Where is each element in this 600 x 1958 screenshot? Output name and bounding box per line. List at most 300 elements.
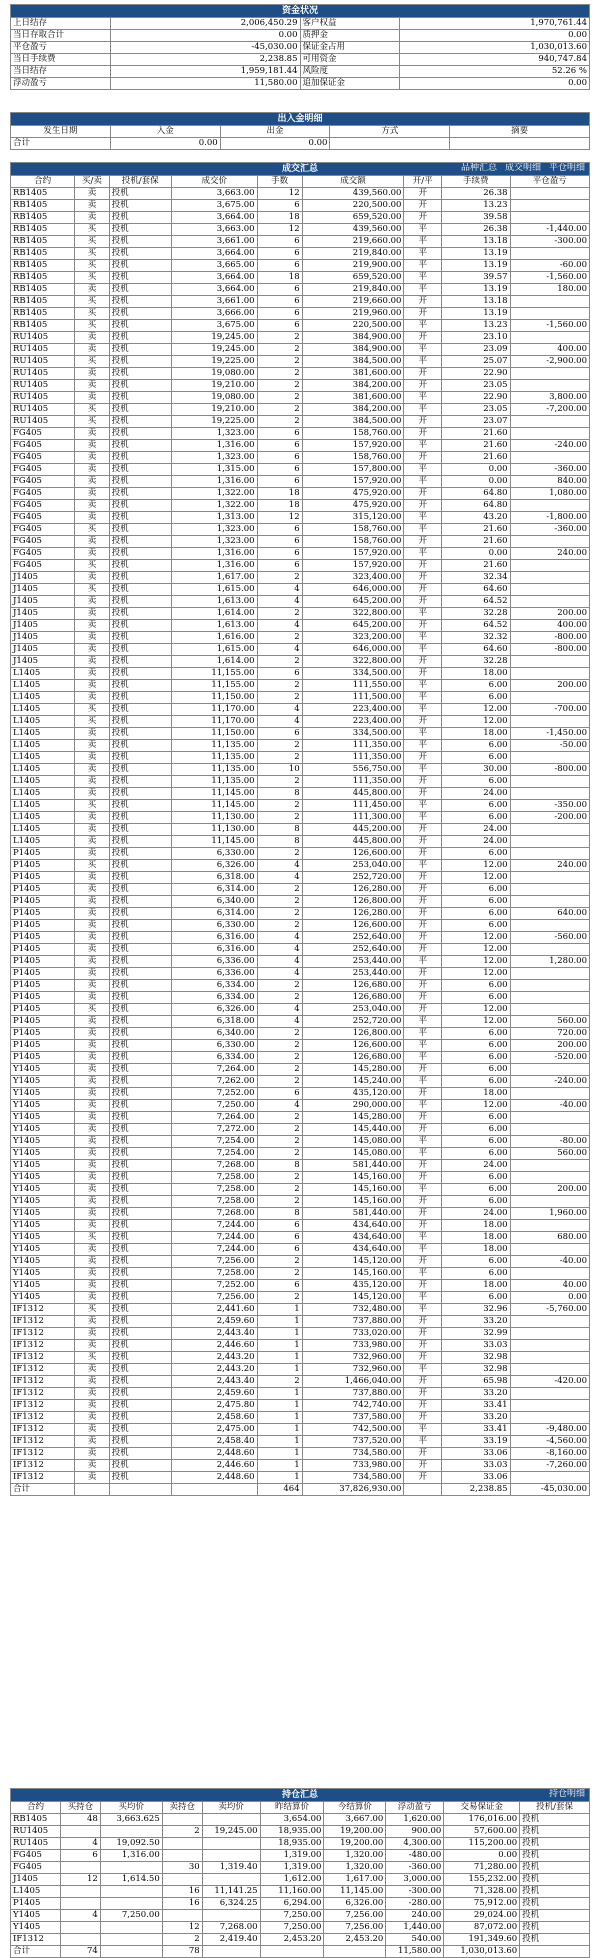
trade-row-cell: 卖: [75, 932, 109, 944]
trade-row-cell: 投机: [109, 200, 171, 212]
positions-total-cell: [520, 1946, 590, 1958]
trade-row: [11, 344, 590, 356]
trade-row-cell: 卖: [75, 1424, 109, 1436]
position-row-cell: 4: [60, 1838, 100, 1850]
position-row-cell: 71,328.00: [444, 1886, 520, 1898]
trade-row: [11, 1388, 590, 1400]
trade-row: [11, 212, 590, 224]
trade-row-cell: 381,600.00: [302, 368, 404, 380]
trade-row-cell: 7,258.00: [171, 1184, 257, 1196]
trade-row-cell: [510, 1412, 589, 1424]
trade-row-cell: 卖: [75, 548, 109, 560]
trade-row-cell: 卖: [75, 884, 109, 896]
trade-row-cell: 投机: [109, 1232, 171, 1244]
trade-row-cell: 4: [257, 872, 302, 884]
position-row-cell: 7,250.00: [100, 1910, 162, 1922]
trade-row-cell: 126,280.00: [302, 908, 404, 920]
trade-row-cell: -40.00: [510, 1256, 589, 1268]
trade-row-cell: 4: [257, 956, 302, 968]
trade-row-cell: 157,920.00: [302, 476, 404, 488]
trade-row-cell: 买: [75, 272, 109, 284]
trade-row-cell: 13.19: [441, 260, 510, 272]
account-row: [11, 42, 590, 54]
trade-row-cell: 卖: [75, 980, 109, 992]
trade-row-cell: 开: [404, 836, 442, 848]
trade-row-cell: 65.98: [441, 1376, 510, 1388]
trade-row-cell: 64.52: [441, 620, 510, 632]
trade-row-cell: 卖: [75, 824, 109, 836]
position-row-cell: [162, 1874, 202, 1886]
trade-row-cell: 6: [257, 440, 302, 452]
trade-row: [11, 380, 590, 392]
position-row-cell: [100, 1934, 162, 1946]
trade-row-cell: 32.28: [441, 608, 510, 620]
position-row-cell: -300.00: [386, 1886, 444, 1898]
trade-row: [11, 260, 590, 272]
trade-row: [11, 1040, 590, 1052]
trade-row-cell: -200.00: [510, 812, 589, 824]
trade-row: [11, 1016, 590, 1028]
trade-row-cell: 157,920.00: [302, 548, 404, 560]
trade-row-cell: 219,660.00: [302, 296, 404, 308]
trade-row-cell: 12.00: [441, 1100, 510, 1112]
trade-row-cell: 3,665.00: [171, 260, 257, 272]
trade-row-cell: 卖: [75, 848, 109, 860]
trade-row-cell: 384,500.00: [302, 356, 404, 368]
position-row-cell: Y1405: [11, 1910, 61, 1922]
trade-row-cell: 平: [404, 344, 442, 356]
trade-row-cell: 开: [404, 1064, 442, 1076]
trade-row-cell: 7,258.00: [171, 1196, 257, 1208]
trade-row-cell: 23.05: [441, 380, 510, 392]
position-row-cell: [100, 1826, 162, 1838]
trade-row: [11, 476, 590, 488]
trade-row-cell: 556,750.00: [302, 764, 404, 776]
trade-row-cell: 7,252.00: [171, 1280, 257, 1292]
positions-title-text: 持仓汇总: [281, 1789, 318, 1800]
position-row-cell: 3,663.625: [100, 1814, 162, 1826]
trade-row-cell: 1,466,040.00: [302, 1376, 404, 1388]
positions-total-cell: 合计: [11, 1946, 61, 1958]
trade-row-cell: -40.00: [510, 1100, 589, 1112]
trade-row-cell: 19,210.00: [171, 380, 257, 392]
trade-row-cell: 卖: [75, 1160, 109, 1172]
trade-row-cell: [510, 836, 589, 848]
trade-row-cell: 卖: [75, 1016, 109, 1028]
trade-row-cell: 0.00: [441, 476, 510, 488]
trade-row-cell: P1405: [11, 1052, 75, 1064]
trade-row-cell: 1,614.00: [171, 608, 257, 620]
trade-row-cell: -1,800.00: [510, 512, 589, 524]
trade-row-cell: 40.00: [510, 1280, 589, 1292]
trade-row-cell: 7,264.00: [171, 1112, 257, 1124]
position-row: [11, 1922, 590, 1934]
trade-row-cell: 投机: [109, 812, 171, 824]
trade-row-cell: 6,330.00: [171, 848, 257, 860]
trade-row: [11, 332, 590, 344]
trade-row-cell: [510, 884, 589, 896]
position-row-cell: 1,319.40: [202, 1862, 260, 1874]
trade-row: [11, 1076, 590, 1088]
position-row-cell: 3,000.00: [386, 1874, 444, 1886]
trade-row-cell: 1: [257, 1328, 302, 1340]
trade-row-cell: 6,330.00: [171, 920, 257, 932]
trade-row-cell: L1405: [11, 704, 75, 716]
account-row-cell: 52.26 %: [400, 66, 590, 78]
trade-row-cell: 435,120.00: [302, 1088, 404, 1100]
positions-header-cell: 买均价: [100, 1802, 162, 1814]
trade-row-cell: 253,440.00: [302, 968, 404, 980]
trade-row-cell: 384,200.00: [302, 380, 404, 392]
link-平仓明细[interactable]: 平仓明细: [548, 163, 585, 173]
trade-row-cell: 2: [257, 1292, 302, 1304]
trade-row-cell: 卖: [75, 572, 109, 584]
trade-row-cell: 2,448.60: [171, 1448, 257, 1460]
trade-row-cell: [510, 1064, 589, 1076]
trade-row-cell: Y1405: [11, 1064, 75, 1076]
trade-row-cell: 2: [257, 740, 302, 752]
trade-row-cell: 1,960.00: [510, 1208, 589, 1220]
trade-row-cell: -80.00: [510, 1136, 589, 1148]
trade-row-cell: [510, 896, 589, 908]
position-row-cell: 11,141.25: [202, 1886, 260, 1898]
trade-row-cell: L1405: [11, 728, 75, 740]
trade-row-cell: 开: [404, 332, 442, 344]
trade-row-cell: P1405: [11, 1004, 75, 1016]
trade-row-cell: IF1312: [11, 1436, 75, 1448]
trade-row-cell: 卖: [75, 1268, 109, 1280]
trade-row-cell: 157,920.00: [302, 440, 404, 452]
position-row-cell: 7,250.00: [260, 1922, 324, 1934]
trade-row-cell: 145,440.00: [302, 1124, 404, 1136]
trade-row-cell: 2,446.60: [171, 1460, 257, 1472]
trade-row-cell: 2: [257, 1148, 302, 1160]
trade-row: [11, 392, 590, 404]
position-row-cell: Y1405: [11, 1922, 61, 1934]
position-row-cell: 投机: [520, 1898, 590, 1910]
trade-row-cell: 投机: [109, 572, 171, 584]
trade-row-cell: 560.00: [510, 1016, 589, 1028]
trade-row-cell: IF1312: [11, 1352, 75, 1364]
trade-row-cell: 投机: [109, 1400, 171, 1412]
trade-row-cell: -300.00: [510, 236, 589, 248]
trade-row-cell: [510, 308, 589, 320]
trade-row: [11, 716, 590, 728]
trade-row-cell: 200.00: [510, 608, 589, 620]
position-row-cell: 11,160.00: [260, 1886, 324, 1898]
trade-row-cell: 7,252.00: [171, 1088, 257, 1100]
trade-row-cell: [510, 920, 589, 932]
trade-row-cell: 12.00: [441, 704, 510, 716]
trade-row-cell: 8: [257, 788, 302, 800]
trade-row-cell: 126,600.00: [302, 920, 404, 932]
trade-row-cell: 平: [404, 728, 442, 740]
position-row-cell: 2: [162, 1934, 202, 1946]
trade-row-cell: 投机: [109, 1340, 171, 1352]
trade-row-cell: -60.00: [510, 260, 589, 272]
trade-row-cell: 开: [404, 1172, 442, 1184]
trade-row-cell: 111,550.00: [302, 680, 404, 692]
trade-row-cell: 1: [257, 1400, 302, 1412]
trade-row-cell: RB1405: [11, 260, 75, 272]
trade-row-cell: 1,316.00: [171, 476, 257, 488]
trade-row-cell: 7,244.00: [171, 1232, 257, 1244]
trade-row-cell: 1,316.00: [171, 548, 257, 560]
trade-row-cell: 19,080.00: [171, 368, 257, 380]
trade-row-cell: 3,664.00: [171, 212, 257, 224]
trade-row-cell: -1,440.00: [510, 224, 589, 236]
trade-row-cell: [510, 1160, 589, 1172]
account-row-cell: 风险度: [300, 66, 400, 78]
trade-row-cell: 2: [257, 680, 302, 692]
trade-row-cell: 投机: [109, 284, 171, 296]
trade-row-cell: 6.00: [441, 1268, 510, 1280]
trade-row-cell: 投机: [109, 656, 171, 668]
position-row-cell: 540.00: [386, 1934, 444, 1946]
trade-row-cell: 平: [404, 248, 442, 260]
trade-row-cell: 646,000.00: [302, 584, 404, 596]
trade-row-cell: Y1405: [11, 1268, 75, 1280]
trade-row: [11, 308, 590, 320]
position-row-cell: 19,092.50: [100, 1838, 162, 1850]
trade-row-cell: 6.00: [441, 812, 510, 824]
trade-row: [11, 236, 590, 248]
trade-row-cell: Y1405: [11, 1136, 75, 1148]
trades-header-cell: 成交额: [302, 176, 404, 188]
trade-row-cell: Y1405: [11, 1196, 75, 1208]
trade-row-cell: 6.00: [441, 992, 510, 1004]
trade-row-cell: 卖: [75, 1412, 109, 1424]
trade-row-cell: Y1405: [11, 1076, 75, 1088]
trade-row-cell: 开: [404, 1004, 442, 1016]
trade-row-cell: 111,350.00: [302, 752, 404, 764]
trade-row-cell: 734,580.00: [302, 1448, 404, 1460]
position-row-cell: 2,419.40: [202, 1934, 260, 1946]
trade-row-cell: P1405: [11, 992, 75, 1004]
trade-row-cell: 买: [75, 716, 109, 728]
positions-header-cell: 买持仓: [60, 1802, 100, 1814]
position-row-cell: 12: [60, 1874, 100, 1886]
trade-row-cell: 投机: [109, 956, 171, 968]
trade-row-cell: 开: [404, 1412, 442, 1424]
trade-row-cell: 1,616.00: [171, 632, 257, 644]
trade-row-cell: 卖: [75, 1196, 109, 1208]
trade-row: [11, 1316, 590, 1328]
trade-row-cell: 平: [404, 632, 442, 644]
trade-row: [11, 1028, 590, 1040]
trade-row-cell: 投机: [109, 1088, 171, 1100]
trade-row-cell: 2: [257, 572, 302, 584]
cashflow-total-cell: [330, 138, 450, 150]
trade-row-cell: P1405: [11, 932, 75, 944]
trade-row-cell: 平: [404, 464, 442, 476]
trade-row-cell: 6: [257, 1232, 302, 1244]
trade-row-cell: 卖: [75, 668, 109, 680]
trade-row-cell: 659,520.00: [302, 212, 404, 224]
trade-row-cell: 买: [75, 524, 109, 536]
trade-row-cell: 投机: [109, 908, 171, 920]
positions-header-cell: 卖持仓: [162, 1802, 202, 1814]
trade-row-cell: 卖: [75, 1124, 109, 1136]
trade-row-cell: 6.00: [441, 1064, 510, 1076]
trade-row: [11, 1196, 590, 1208]
trades-total-cell: 37,826,930.00: [302, 1484, 404, 1496]
trade-row-cell: 3,664.00: [171, 248, 257, 260]
position-row-cell: [60, 1886, 100, 1898]
trade-row-cell: 11,155.00: [171, 680, 257, 692]
position-row: [11, 1838, 590, 1850]
link-成交明细[interactable]: 成交明细: [504, 163, 541, 173]
trades-total-cell: [404, 1484, 442, 1496]
trade-row-cell: 6.00: [441, 1052, 510, 1064]
trade-row-cell: 111,350.00: [302, 776, 404, 788]
trade-row-cell: 1,322.00: [171, 488, 257, 500]
trade-row-cell: 2,443.40: [171, 1328, 257, 1340]
trade-row-cell: 投机: [109, 752, 171, 764]
trade-row-cell: 475,920.00: [302, 488, 404, 500]
trade-row-cell: 投机: [109, 1268, 171, 1280]
trade-row-cell: 19,225.00: [171, 356, 257, 368]
trade-row-cell: 开: [404, 200, 442, 212]
trade-row-cell: J1405: [11, 632, 75, 644]
trade-row-cell: [510, 560, 589, 572]
positions-header-cell: 交易保证金: [444, 1802, 520, 1814]
trade-row-cell: 6,326.00: [171, 1004, 257, 1016]
trade-row-cell: 0.00: [441, 464, 510, 476]
trade-row-cell: [510, 428, 589, 440]
trade-row-cell: 445,800.00: [302, 788, 404, 800]
trade-row-cell: 开: [404, 584, 442, 596]
position-row-cell: 16: [162, 1898, 202, 1910]
trade-row-cell: 8: [257, 836, 302, 848]
trade-row-cell: 投机: [109, 1148, 171, 1160]
trade-row-cell: 26.38: [441, 224, 510, 236]
trade-row-cell: 737,520.00: [302, 1436, 404, 1448]
trade-row-cell: 7,268.00: [171, 1160, 257, 1172]
trade-row-cell: 开: [404, 908, 442, 920]
trade-row-cell: 33.03: [441, 1340, 510, 1352]
trade-row: [11, 1184, 590, 1196]
trade-row-cell: 投机: [109, 392, 171, 404]
trade-row: [11, 800, 590, 812]
trade-row-cell: L1405: [11, 824, 75, 836]
trade-row-cell: RB1405: [11, 236, 75, 248]
position-row-cell: RU1405: [11, 1826, 61, 1838]
trade-row-cell: P1405: [11, 908, 75, 920]
trade-row-cell: [510, 1220, 589, 1232]
trade-row-cell: 投机: [109, 1388, 171, 1400]
trade-row-cell: Y1405: [11, 1088, 75, 1100]
trade-row-cell: 买: [75, 560, 109, 572]
trade-row-cell: 111,300.00: [302, 812, 404, 824]
trade-row-cell: 1,613.00: [171, 620, 257, 632]
trade-row-cell: 投机: [109, 452, 171, 464]
trades-header-cell: 手数: [257, 176, 302, 188]
trade-row-cell: Y1405: [11, 1232, 75, 1244]
trade-row-cell: 26.38: [441, 188, 510, 200]
trade-row-cell: 252,720.00: [302, 1016, 404, 1028]
trade-row-cell: [510, 656, 589, 668]
trade-row-cell: L1405: [11, 800, 75, 812]
account-row-cell: 可用资金: [300, 54, 400, 66]
trade-row: [11, 416, 590, 428]
trade-row: [11, 788, 590, 800]
trade-row-cell: [510, 980, 589, 992]
trade-row-cell: 3,663.00: [171, 188, 257, 200]
positions-title: [11, 1789, 590, 1802]
trade-row-cell: 投机: [109, 1112, 171, 1124]
trade-row-cell: 323,400.00: [302, 572, 404, 584]
trade-row-cell: -1,560.00: [510, 320, 589, 332]
trade-row-cell: 6.00: [441, 752, 510, 764]
trades-total-cell: [171, 1484, 257, 1496]
trade-row-cell: 卖: [75, 788, 109, 800]
cashflow-header-cell: 出金: [220, 126, 330, 138]
trade-row-cell: -560.00: [510, 932, 589, 944]
trade-row-cell: 平: [404, 764, 442, 776]
position-row-cell: 7,268.00: [202, 1922, 260, 1934]
trade-row-cell: 6,318.00: [171, 1016, 257, 1028]
trade-row: [11, 440, 590, 452]
trade-row-cell: [510, 1172, 589, 1184]
trade-row-cell: 0.00: [510, 1292, 589, 1304]
trade-row-cell: 1: [257, 1388, 302, 1400]
trade-row: [11, 824, 590, 836]
trade-row-cell: 投机: [109, 1364, 171, 1376]
trade-row-cell: 6.00: [441, 1196, 510, 1208]
trade-row-cell: 560.00: [510, 1148, 589, 1160]
account-row-cell: 浮动盈亏: [11, 78, 111, 90]
trade-row-cell: 6: [257, 464, 302, 476]
trade-row-cell: 开: [404, 308, 442, 320]
link-品种汇总[interactable]: 品种汇总: [460, 163, 497, 173]
trade-row-cell: 1: [257, 1448, 302, 1460]
trade-row-cell: 1: [257, 1412, 302, 1424]
trade-row-cell: [510, 716, 589, 728]
trade-row-cell: RU1405: [11, 404, 75, 416]
position-row: [11, 1934, 590, 1946]
trade-row-cell: 11,130.00: [171, 812, 257, 824]
trade-row-cell: 6.00: [441, 1112, 510, 1124]
trade-row-cell: 平: [404, 1244, 442, 1256]
cashflow-header-cell: 方式: [330, 126, 450, 138]
trade-row-cell: J1405: [11, 572, 75, 584]
trade-row-cell: [510, 1124, 589, 1136]
link-持仓明细[interactable]: 持仓明细: [548, 1789, 585, 1799]
account-row-cell: 0.00: [400, 30, 590, 42]
trade-row-cell: 开: [404, 560, 442, 572]
trade-row-cell: 32.34: [441, 572, 510, 584]
trade-row-cell: 126,680.00: [302, 1052, 404, 1064]
trade-row-cell: 卖: [75, 464, 109, 476]
trade-row-cell: 投机: [109, 1160, 171, 1172]
position-row-cell: 48: [60, 1814, 100, 1826]
trade-row-cell: IF1312: [11, 1340, 75, 1352]
trade-row-cell: 开: [404, 668, 442, 680]
trade-row-cell: 640.00: [510, 908, 589, 920]
trade-row-cell: 开: [404, 1472, 442, 1484]
trade-row-cell: 1,614.00: [171, 656, 257, 668]
trade-row-cell: 18.00: [441, 668, 510, 680]
trade-row-cell: 145,120.00: [302, 1256, 404, 1268]
position-row-cell: P1405: [11, 1898, 61, 1910]
trade-row-cell: 23.05: [441, 404, 510, 416]
trade-row: [11, 1004, 590, 1016]
account-row-cell: 当日手续费: [11, 54, 111, 66]
trade-row: [11, 1256, 590, 1268]
trade-row-cell: 200.00: [510, 680, 589, 692]
trade-row-cell: L1405: [11, 680, 75, 692]
